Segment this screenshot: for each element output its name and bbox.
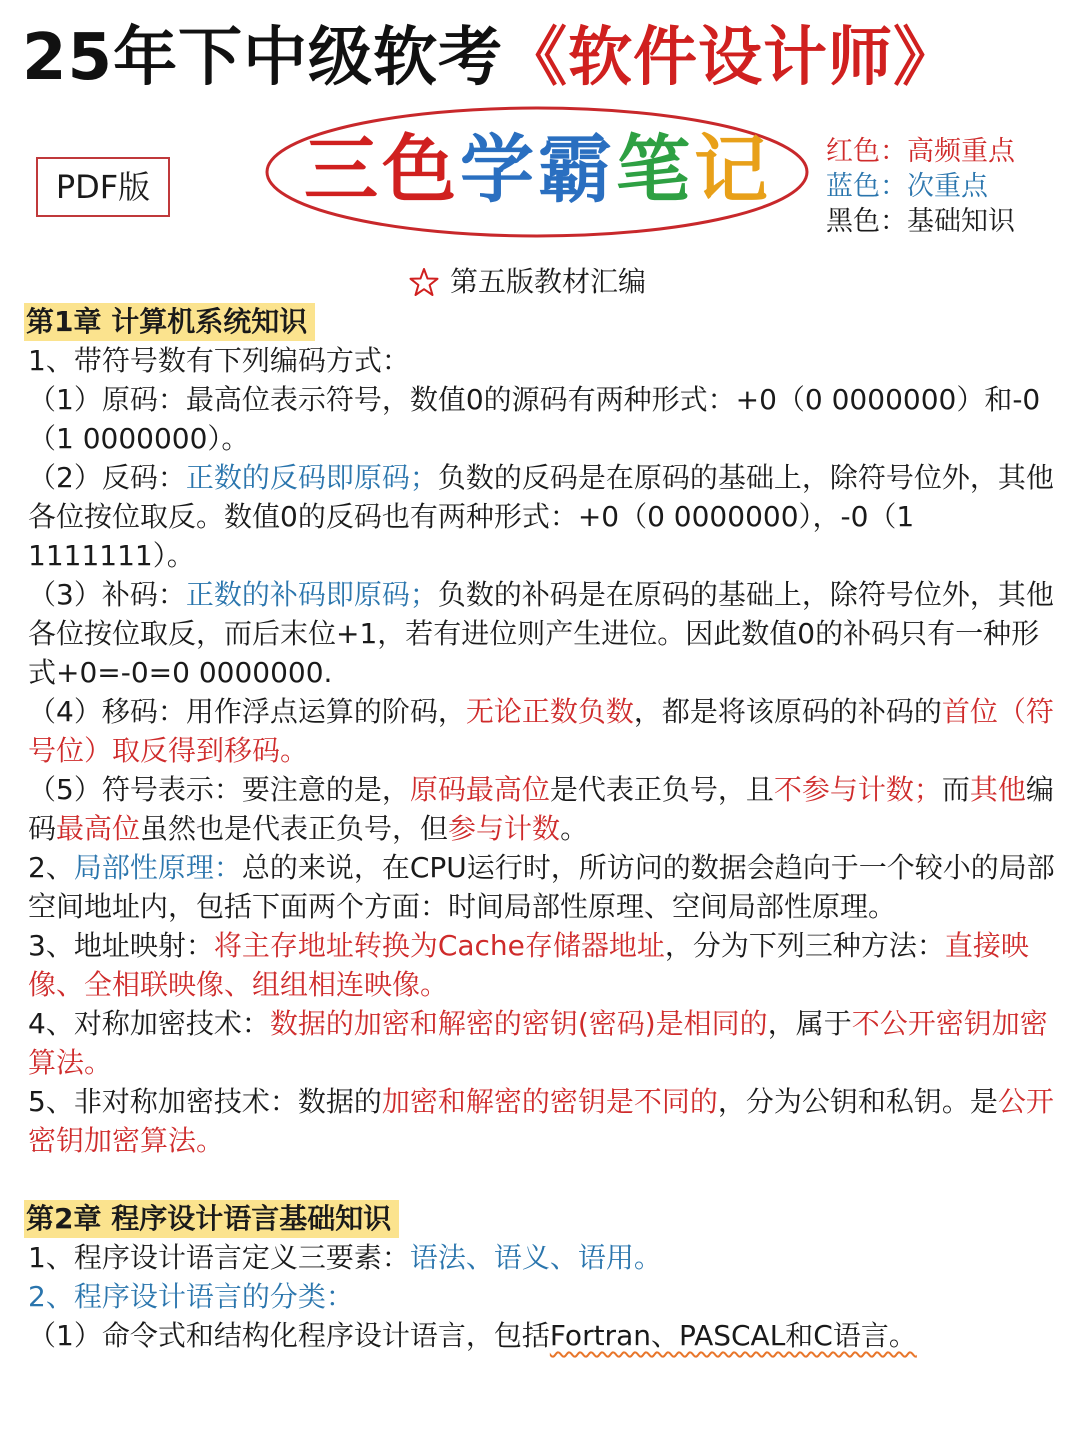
red-text: 直接映像、全相联映像、组组相连映像。 [28, 929, 1029, 1001]
text-segment: （3）补码： [28, 578, 186, 611]
text-segment: 。 [560, 812, 589, 845]
legend-label: 红色： [826, 136, 907, 167]
legend-value: 基础知识 [907, 206, 1015, 237]
chapter1-item-1-4 [28, 692, 1058, 770]
chapter2-item-2-1 [28, 1316, 1058, 1355]
title-highlight: 《软件设计师》 [503, 21, 959, 95]
text-segment: 2、 [28, 851, 74, 884]
red-text: 首位（符号位）取反得到移码。 [28, 695, 1054, 767]
title-prefix: 25年下中级软考 [22, 21, 504, 95]
chapter1-item-1 [28, 341, 1058, 380]
red-text: 原码最高位 [409, 773, 550, 806]
chapter1-item-3 [28, 926, 1058, 1004]
text-segment: 1、带符号数有下列编码方式： [28, 344, 410, 377]
legend-row [826, 204, 1015, 239]
section-gap [28, 1160, 1058, 1199]
red-text: 公开密钥加密算法。 [28, 1085, 1054, 1157]
chapter1-item-1-3 [28, 575, 1058, 692]
oval-char: 学 [460, 127, 538, 213]
oval-char: 笔 [616, 127, 694, 213]
legend-row [826, 169, 1015, 204]
text-segment: 虽然也是代表正负号，但 [140, 812, 449, 845]
notes-title [268, 120, 808, 220]
red-text: 最高位 [56, 812, 141, 845]
text-segment: 5、非对称加密技术：数据的 [28, 1085, 382, 1118]
text-segment: 编码 [28, 773, 1054, 845]
star-icon [408, 267, 440, 297]
notes-content [28, 302, 1058, 1355]
red-text: 不公开密钥加密算法。 [28, 1007, 1048, 1079]
text-segment: 4、对称加密技术： [28, 1007, 270, 1040]
pdf-version-badge: PDF版 [36, 157, 170, 217]
red-text: 加密和解密的密钥是不同的 [381, 1085, 718, 1118]
chapter2-item-1 [28, 1238, 1058, 1277]
edition-line [408, 262, 646, 302]
blue-text: 语法、语义、语用。 [409, 1241, 662, 1274]
text-segment: （4）移码：用作浮点运算的阶码， [28, 695, 466, 728]
color-legend [826, 134, 1015, 239]
red-text: 其他 [969, 773, 1026, 806]
red-text: 无论正数负数 [465, 695, 634, 728]
red-text: 不参与计数； [773, 773, 942, 806]
text-segment: （1）原码：最高位表示符号，数值0的源码有两种形式：+0（0 0000000）和-0（1 0000000）。 [28, 383, 1041, 455]
text-segment: （2）反码： [28, 461, 186, 494]
oval-char: 色 [382, 127, 460, 213]
red-text: 参与计数 [448, 812, 561, 845]
text-segment: ，分为下列三种方法： [664, 929, 945, 962]
blue-text: 局部性原理： [73, 851, 242, 884]
oval-char: 记 [694, 127, 772, 213]
blue-text: 正数的反码即原码； [185, 461, 438, 494]
chapter1-item-2 [28, 848, 1058, 926]
oval-char: 三 [304, 127, 382, 213]
legend-row [826, 134, 1015, 169]
text-segment: 负数的反码是在原码的基础上，除符号位外，其他各位按位取反。数值0的反码也有两种形式：+0（0 0000000），-0（1 1111111）。 [28, 461, 1054, 572]
chapter1-item-1-2 [28, 458, 1058, 575]
chapter1-item-5 [28, 1082, 1058, 1160]
red-text: 数据的加密和解密的密钥(密码)是相同的 [269, 1007, 768, 1040]
text-segment: 负数的补码是在原码的基础上，除符号位外，其他各位按位取反，而后末位+1，若有进位则产生进位。因此数值0的补码只有一种形式+0=-0=0 0000000. [28, 578, 1054, 689]
text-segment: ，都是将该原码的补码的 [633, 695, 942, 728]
text-segment: ，分为公钥和私钥。是 [717, 1085, 998, 1118]
chapter2-heading: 第2章 程序设计语言基础知识 [24, 1200, 399, 1238]
oval-char: 霸 [538, 127, 616, 213]
legend-value: 高频重点 [907, 136, 1015, 167]
chapter1-item-1-5 [28, 770, 1058, 848]
underlined-text: Fortran、PASCAL和C语言。 [549, 1319, 917, 1352]
text-segment: （1）命令式和结构化程序设计语言，包括 [28, 1319, 550, 1352]
blue-text: 2、程序设计语言的分类： [28, 1280, 354, 1313]
chapter2-item-2 [28, 1277, 1058, 1316]
chapter1-heading: 第1章 计算机系统知识 [24, 303, 315, 341]
text-segment: （5）符号表示：要注意的是， [28, 773, 410, 806]
text-segment: 是代表正负号，且 [549, 773, 774, 806]
text-segment: 1、程序设计语言定义三要素： [28, 1241, 410, 1274]
legend-label: 蓝色： [826, 171, 907, 202]
text-segment: ，属于 [767, 1007, 852, 1040]
blue-text: 正数的补码即原码； [185, 578, 438, 611]
chapter1-item-1-1 [28, 380, 1058, 458]
legend-label: 黑色： [826, 206, 907, 237]
red-text: 将主存地址转换为Cache存储器地址 [213, 929, 665, 962]
legend-value: 次重点 [907, 171, 988, 202]
text-segment: 而 [941, 773, 970, 806]
chapter1-item-4 [28, 1004, 1058, 1082]
text-segment: 3、地址映射： [28, 929, 214, 962]
page-title [22, 14, 1062, 102]
text-segment: 总的来说，在CPU运行时，所访问的数据会趋向于一个较小的局部空间地址内，包括下面两个方面：时间局部性原理、空间局部性原理。 [28, 851, 1055, 923]
edition-text: 第五版教材汇编 [450, 265, 647, 298]
